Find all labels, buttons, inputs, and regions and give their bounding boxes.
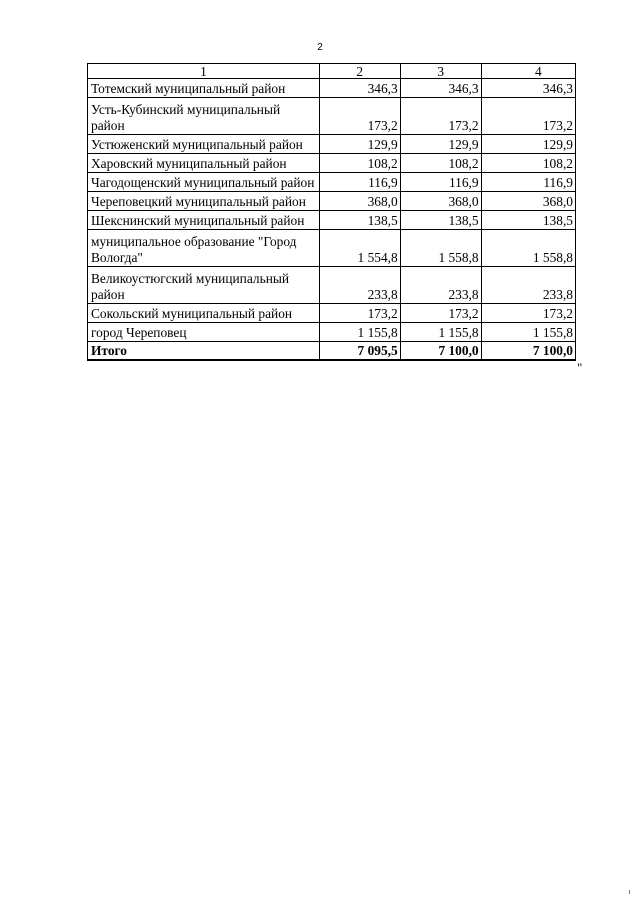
row-value-col2: 108,2 bbox=[319, 154, 400, 173]
row-value-col4: 173,2 bbox=[481, 304, 575, 323]
row-value-col2: 1 554,8 bbox=[319, 230, 400, 267]
table-row bbox=[88, 79, 576, 98]
table-row bbox=[88, 304, 576, 323]
table-row bbox=[88, 267, 576, 304]
row-value-col3: 346,3 bbox=[400, 79, 481, 98]
column-header-3: 3 bbox=[400, 64, 481, 79]
row-value-col3: 368,0 bbox=[400, 192, 481, 211]
table-row bbox=[88, 323, 576, 342]
row-value-col3: 138,5 bbox=[400, 211, 481, 230]
total-value-col3: 7 100,0 bbox=[400, 342, 481, 361]
row-name: Сокольский муниципальный район bbox=[88, 304, 320, 323]
table-row bbox=[88, 154, 576, 173]
row-value-col3: 129,9 bbox=[400, 135, 481, 154]
row-name: Харовский муниципальный район bbox=[88, 154, 320, 173]
table-row bbox=[88, 230, 576, 267]
row-value-col2: 129,9 bbox=[319, 135, 400, 154]
closing-quote-mark: " bbox=[577, 360, 583, 375]
total-label: Итого bbox=[88, 342, 320, 361]
row-value-col2: 116,9 bbox=[319, 173, 400, 192]
row-value-col3: 108,2 bbox=[400, 154, 481, 173]
row-value-col4: 346,3 bbox=[481, 79, 575, 98]
row-value-col2: 173,2 bbox=[319, 98, 400, 135]
table-header-row bbox=[88, 64, 576, 79]
table-row bbox=[88, 135, 576, 154]
total-row bbox=[88, 342, 576, 361]
row-name: Тотемский муниципальный район bbox=[88, 79, 320, 98]
table-row bbox=[88, 192, 576, 211]
row-value-col3: 1 558,8 bbox=[400, 230, 481, 267]
row-value-col2: 233,8 bbox=[319, 267, 400, 304]
row-value-col2: 138,5 bbox=[319, 211, 400, 230]
column-header-4: 4 bbox=[481, 64, 575, 79]
row-value-col4: 1 155,8 bbox=[481, 323, 575, 342]
row-value-col3: 173,2 bbox=[400, 304, 481, 323]
row-value-col2: 1 155,8 bbox=[319, 323, 400, 342]
row-value-col3: 116,9 bbox=[400, 173, 481, 192]
total-value-col2: 7 095,5 bbox=[319, 342, 400, 361]
row-name: Череповецкий муниципальный район bbox=[88, 192, 320, 211]
row-value-col4: 1 558,8 bbox=[481, 230, 575, 267]
page-number: 2 bbox=[317, 42, 323, 53]
row-name: муниципальное образование "Город Вологда" bbox=[88, 230, 320, 267]
row-name: Великоустюгский муниципальный район bbox=[88, 267, 320, 304]
row-value-col2: 173,2 bbox=[319, 304, 400, 323]
row-value-col3: 173,2 bbox=[400, 98, 481, 135]
row-value-col4: 138,5 bbox=[481, 211, 575, 230]
row-value-col4: 129,9 bbox=[481, 135, 575, 154]
row-value-col3: 233,8 bbox=[400, 267, 481, 304]
row-value-col2: 346,3 bbox=[319, 79, 400, 98]
row-value-col4: 368,0 bbox=[481, 192, 575, 211]
table-row bbox=[88, 173, 576, 192]
row-value-col4: 173,2 bbox=[481, 98, 575, 135]
total-value-col4: 7 100,0 bbox=[481, 342, 575, 361]
row-name: Усть-Кубинский муниципальный район bbox=[88, 98, 320, 135]
column-header-1: 1 bbox=[88, 64, 320, 79]
row-value-col4: 116,9 bbox=[481, 173, 575, 192]
row-name: город Череповец bbox=[88, 323, 320, 342]
row-name: Шекснинский муниципальный район bbox=[88, 211, 320, 230]
table-row bbox=[88, 98, 576, 135]
scan-artifact-mark bbox=[629, 890, 630, 894]
row-value-col3: 1 155,8 bbox=[400, 323, 481, 342]
row-value-col4: 108,2 bbox=[481, 154, 575, 173]
table-row bbox=[88, 211, 576, 230]
column-header-2: 2 bbox=[319, 64, 400, 79]
row-value-col4: 233,8 bbox=[481, 267, 575, 304]
allocation-table bbox=[87, 63, 576, 361]
row-name: Чагодощенский муниципальный район bbox=[88, 173, 320, 192]
row-value-col2: 368,0 bbox=[319, 192, 400, 211]
row-name: Устюженский муниципальный район bbox=[88, 135, 320, 154]
